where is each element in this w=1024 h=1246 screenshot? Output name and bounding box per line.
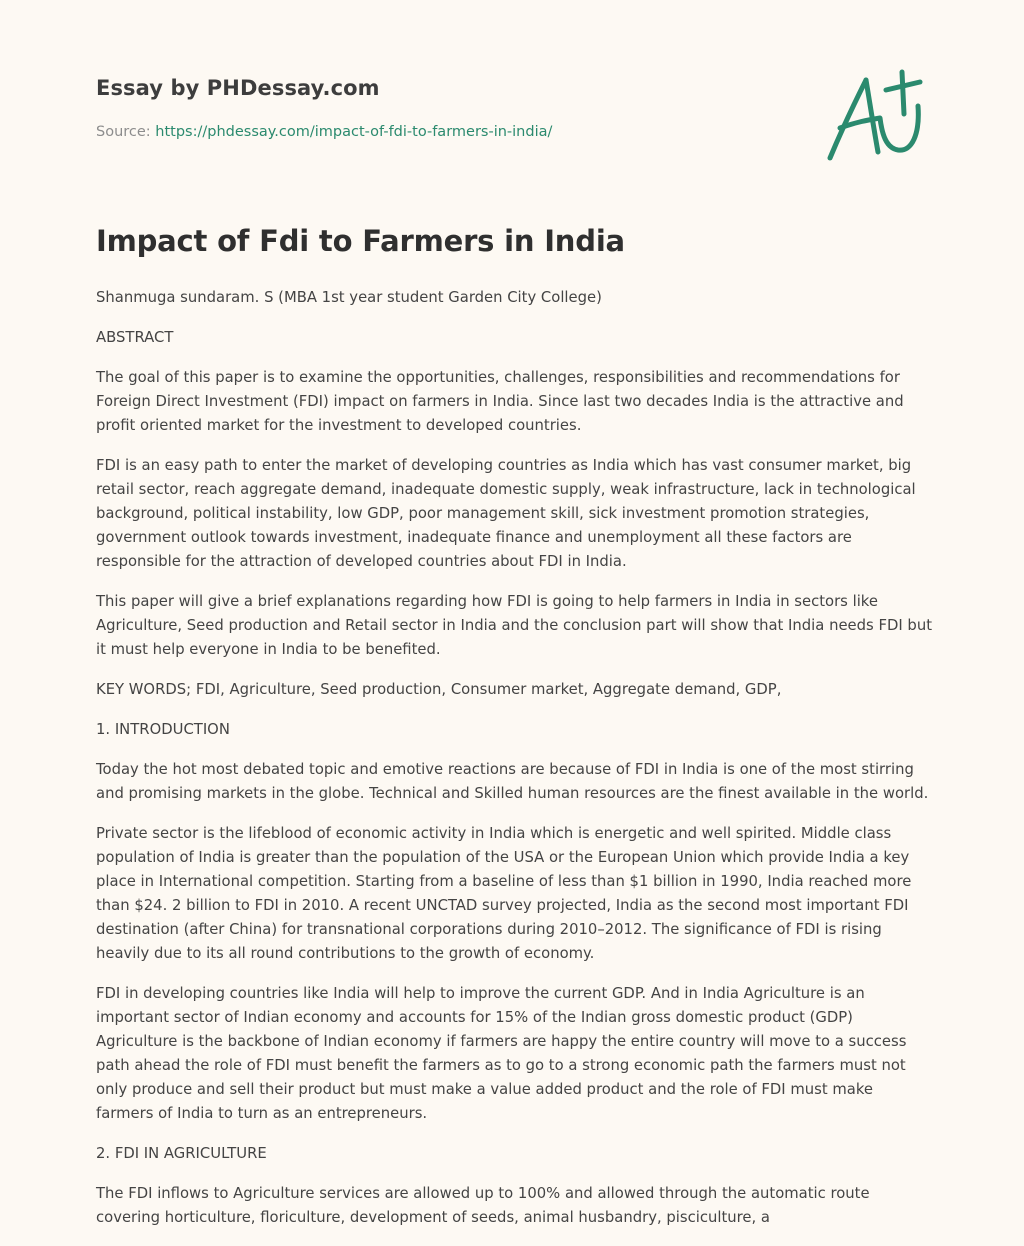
a-plus-logo-icon <box>822 68 928 166</box>
source-label: Source: <box>96 124 151 140</box>
paragraph: This paper will give a brief explanations regarding how FDI is going to help farmers in India in sectors like Agriculture, Seed production and Retail sector in India and the conclusion part will show that India needs FDI but it must help everyone in India to be benefited. <box>96 593 933 658</box>
section-heading-abstract: ABSTRACT <box>96 329 174 346</box>
source-link[interactable]: https://phdessay.com/impact-of-fdi-to-farmers-in-india/ <box>155 124 553 140</box>
paragraph: FDI in developing countries like India will help to improve the current GDP. And in India Agriculture is an important sector of Indian economy and accounts for 15% of the Indian gross domestic product (GDP) Agriculture is the backbone of Indian economy if farmers are happy the entire country will move to a success path ahead the role of FDI must benefit the farmers as to go to a strong economic path the farmers must not only produce and sell their product but must make a value added product and the role of FDI must make farmers of India to turn as an entrepreneurs. <box>96 985 907 1122</box>
paragraph: FDI is an easy path to enter the market of developing countries as India which has vast consumer market, big retail sector, reach aggregate demand, inadequate domestic supply, weak infrastructure, lack in technological background, political instability, low GDP, poor management skill, sick investment promotion strategies, government outlook towards investment, inadequate finance and unemployment all these factors are responsible for the attraction of developed countries about FDI in India. <box>96 457 916 570</box>
paragraph: Today the hot most debated topic and emotive reactions are because of FDI in India is one of the most stirring and promising markets in the globe. Technical and Skilled human resources are the finest available in the world. <box>96 761 929 802</box>
source-line <box>96 124 552 140</box>
essay-body <box>96 286 932 1246</box>
author-line: Shanmuga sundaram. S (MBA 1st year student Garden City College) <box>96 289 602 306</box>
paragraph-truncated: The FDI inflows to Agriculture services are allowed up to 100% and allowed through the automatic route covering horticulture, floriculture, development of seeds, animal husbandry, pisciculture, a <box>96 1185 870 1226</box>
keywords-line: KEY WORDS; FDI, Agriculture, Seed production, Consumer market, Aggregate demand, GDP, <box>96 681 782 698</box>
section-heading-fdi-agriculture: 2. FDI IN AGRICULTURE <box>96 1145 267 1162</box>
essay-title: Impact of Fdi to Farmers in India <box>96 224 625 258</box>
paragraph: Private sector is the lifeblood of economic activity in India which is energetic and well spirited. Middle class population of India is greater than the population of the USA or the European Union which provide India a key place in International competition. Starting from a baseline of less than $1 billion in 1990, India reached more than $24. 2 billion to FDI in 2010. A recent UNCTAD survey projected, India as the second most important FDI destination (after China) for transnational corporations during 2010–2012. The significance of FDI is rising heavily due to its all round contributions to the growth of economy. <box>96 825 912 962</box>
site-brand: Essay by PHDessay.com <box>96 76 380 100</box>
section-heading-introduction: 1. INTRODUCTION <box>96 721 230 738</box>
paragraph: The goal of this paper is to examine the opportunities, challenges, responsibilities and recommendations for Foreign Direct Investment (FDI) impact on farmers in India. Since last two decades India is the attractive and profit oriented market for the investment to developed countries. <box>96 369 904 434</box>
